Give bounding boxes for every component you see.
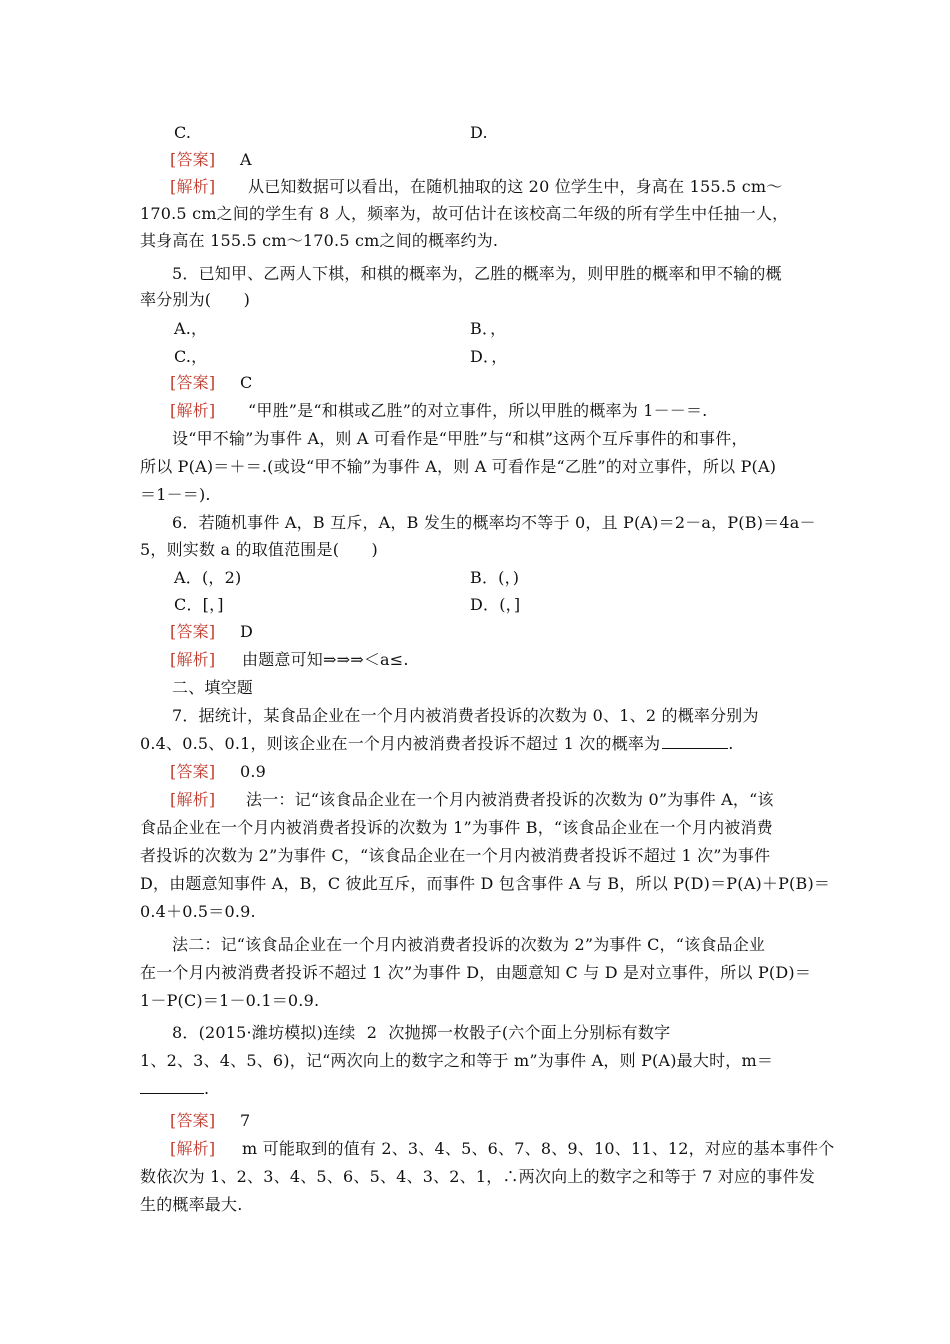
q4-analysis-line-2 xyxy=(0,199,950,229)
analysis-tag: [解析] xyxy=(170,177,216,196)
analysis-tag: [解析] xyxy=(170,1139,216,1158)
q4-analysis-text-1: 从已知数据可以看出，在随机抽取的这 20 位学生中，身高在 155.5 cm～ xyxy=(248,177,783,196)
q4-answer-line xyxy=(0,145,950,175)
section-title: 二、填空题 xyxy=(172,678,254,697)
q7-stem-2-group xyxy=(140,729,734,759)
q5-analysis-text-2: 设“甲不输”为事件 A，则 A 可看作是“甲胜”与“和棋”这两个互斥事件的和事件， xyxy=(172,429,748,448)
q7-answer-line xyxy=(0,757,950,787)
q4-analysis-line-3 xyxy=(0,226,950,256)
q5-option-b: B．， xyxy=(470,319,507,338)
q8-stem-line-2 xyxy=(0,1046,950,1076)
q6-stem-2: 5，则实数 a 的取值范围是( ) xyxy=(140,540,378,559)
q4-answer: A xyxy=(240,150,252,169)
q5-options-ab xyxy=(0,314,950,344)
q5-analysis-text-3: 所以 P(A)＝＋＝.(或设“甲不输”为事件 A，则 A 可看作是“乙胜”的对立事件，所以 P(A) xyxy=(140,457,777,476)
section-heading xyxy=(0,673,950,703)
q8-analysis-text-3: 生的概率最大. xyxy=(140,1195,243,1214)
q6-stem-1: 6．若随机事件 A，B 互斥，A，B 发生的概率均不等于 0，且 P(A)＝2－a，P(B)＝4a－ xyxy=(172,513,816,532)
q7-analysis-line-5 xyxy=(0,897,950,927)
q7-method2-line-1 xyxy=(0,930,950,960)
q8-stem-line-1 xyxy=(0,1018,950,1048)
q7-analysis-line-1 xyxy=(0,785,950,815)
q6-options-ab xyxy=(0,563,950,593)
q5-option-a: A.， xyxy=(174,319,208,338)
q5-option-d: D．， xyxy=(470,347,508,366)
q5-analysis-line-1 xyxy=(0,396,950,426)
q8-answer: 7 xyxy=(240,1111,251,1130)
q5-analysis-text-4: ＝1－＝). xyxy=(140,485,211,504)
q7-stem-2-end: . xyxy=(728,734,734,753)
answer-tag: [答案] xyxy=(170,622,216,641)
analysis-tag: [解析] xyxy=(170,401,216,420)
q7-analysis-text-3: 者投诉的次数为 2”为事件 C，“该食品企业在一个月内被消费者投诉不超过 1 次”为事件 xyxy=(140,846,771,865)
q7-method2-text-2: 在一个月内被消费者投诉不超过 1 次”为事件 D，由题意知 C 与 D 是对立事件，所以 P(D)＝ xyxy=(140,963,812,982)
q8-stem-2: 1、2、3、4、5、6)，记“两次向上的数字之和等于 m”为事件 A，则 P(A)最大时，m＝ xyxy=(140,1051,774,1070)
q5-stem-2: 率分别为( ) xyxy=(140,290,251,309)
analysis-tag: [解析] xyxy=(170,650,216,669)
q4-analysis-text-3: 其身高在 155.5 cm～170.5 cm之间的概率约为. xyxy=(140,231,499,250)
q7-stem-1: 7．据统计，某食品企业在一个月内被消费者投诉的次数为 0、1、2 的概率分别为 xyxy=(172,706,759,725)
q7-analysis-text-2: 食品企业在一个月内被消费者投诉的次数为 1”为事件 B，“该食品企业在一个月内被消费 xyxy=(140,818,773,837)
q7-analysis-text-5: 0.4＋0.5＝0.9. xyxy=(140,902,256,921)
q8-stem-3-group xyxy=(140,1074,209,1104)
q6-stem-line-1 xyxy=(0,508,950,538)
answer-tag: [答案] xyxy=(170,150,216,169)
q4-analysis-text-2: 170.5 cm之间的学生有 8 人，频率为，故可估计在该校高二年级的所有学生中任抽一人， xyxy=(140,204,789,223)
q8-answer-line xyxy=(0,1106,950,1136)
q5-analysis-line-4 xyxy=(0,480,950,510)
q5-answer-line xyxy=(0,368,950,398)
q4-options-cd xyxy=(0,118,950,148)
q8-analysis-line-1 xyxy=(0,1134,950,1164)
q7-analysis-text-1: 法一：记“该食品企业在一个月内被消费者投诉的次数为 0”为事件 A，“该 xyxy=(246,790,774,809)
q7-analysis-line-2 xyxy=(0,813,950,843)
q6-option-c: C．[，] xyxy=(174,595,224,614)
q7-stem-line-1 xyxy=(0,701,950,731)
q4-option-d: D. xyxy=(470,123,488,142)
q6-answer: D xyxy=(240,622,254,641)
q6-options-cd xyxy=(0,590,950,620)
q4-option-c: C. xyxy=(174,123,192,142)
analysis-tag: [解析] xyxy=(170,790,216,809)
q8-stem-line-3 xyxy=(0,1074,950,1104)
q6-option-d: D．(，] xyxy=(470,595,521,614)
q8-stem-3-end: . xyxy=(204,1079,210,1098)
q7-method2-text-1: 法二：记“该食品企业在一个月内被消费者投诉的次数为 2”为事件 C，“该食品企业 xyxy=(172,935,766,954)
q7-stem-line-2 xyxy=(0,729,950,759)
q5-stem-line-2 xyxy=(0,285,950,315)
q7-stem-2: 0.4、0.5、0.1，则该企业在一个月内被消费者投诉不超过 1 次的概率为 xyxy=(140,734,661,753)
q7-analysis-line-3 xyxy=(0,841,950,871)
q7-answer: 0.9 xyxy=(240,762,267,781)
q6-option-a: A．(，2) xyxy=(174,568,242,587)
answer-blank xyxy=(140,1077,204,1094)
answer-tag: [答案] xyxy=(170,373,216,392)
q7-method2-text-3: 1－P(C)＝1－0.1＝0.9. xyxy=(140,991,320,1010)
answer-tag: [答案] xyxy=(170,1111,216,1130)
q8-analysis-text-1: m 可能取到的值有 2、3、4、5、6、7、8、9、10、11、12，对应的基本事件个 xyxy=(242,1139,835,1158)
q5-answer: C xyxy=(240,373,253,392)
q6-answer-line xyxy=(0,617,950,647)
q8-analysis-line-2 xyxy=(0,1162,950,1192)
q5-analysis-line-2 xyxy=(0,424,950,454)
q5-stem-1: 5．已知甲、乙两人下棋，和棋的概率为，乙胜的概率为，则甲胜的概率和甲不输的概 xyxy=(172,264,782,283)
q7-analysis-line-4 xyxy=(0,869,950,899)
q8-analysis-text-2: 数依次为 1、2、3、4、5、6、5、4、3、2、1，∴两次向上的数字之和等于 7 对应的事件发 xyxy=(140,1167,816,1186)
q7-method2-line-2 xyxy=(0,958,950,988)
q4-analysis-line-1 xyxy=(0,172,950,202)
q5-analysis-line-3 xyxy=(0,452,950,482)
q7-method2-line-3 xyxy=(0,986,950,1016)
q6-analysis-line-1 xyxy=(0,645,950,675)
q8-analysis-line-3 xyxy=(0,1190,950,1220)
answer-tag: [答案] xyxy=(170,762,216,781)
answer-blank xyxy=(662,732,728,749)
q6-analysis-text-1: 由题意可知⇒⇒⇒＜a≤. xyxy=(242,650,409,669)
q8-stem-1: 8．(2015·潍坊模拟)连续 2 次抛掷一枚骰子(六个面上分别标有数字 xyxy=(172,1023,671,1042)
q6-option-b: B．(，) xyxy=(470,568,520,587)
q5-option-c: C.， xyxy=(174,347,208,366)
q5-analysis-text-1: “甲胜”是“和棋或乙胜”的对立事件，所以甲胜的概率为 1－－＝. xyxy=(248,401,708,420)
q7-analysis-text-4: D，由题意知事件 A，B，C 彼此互斥，而事件 D 包含事件 A 与 B，所以 P(D)＝P(A)＋P(B)＝ xyxy=(140,874,831,893)
q6-stem-line-2 xyxy=(0,535,950,565)
